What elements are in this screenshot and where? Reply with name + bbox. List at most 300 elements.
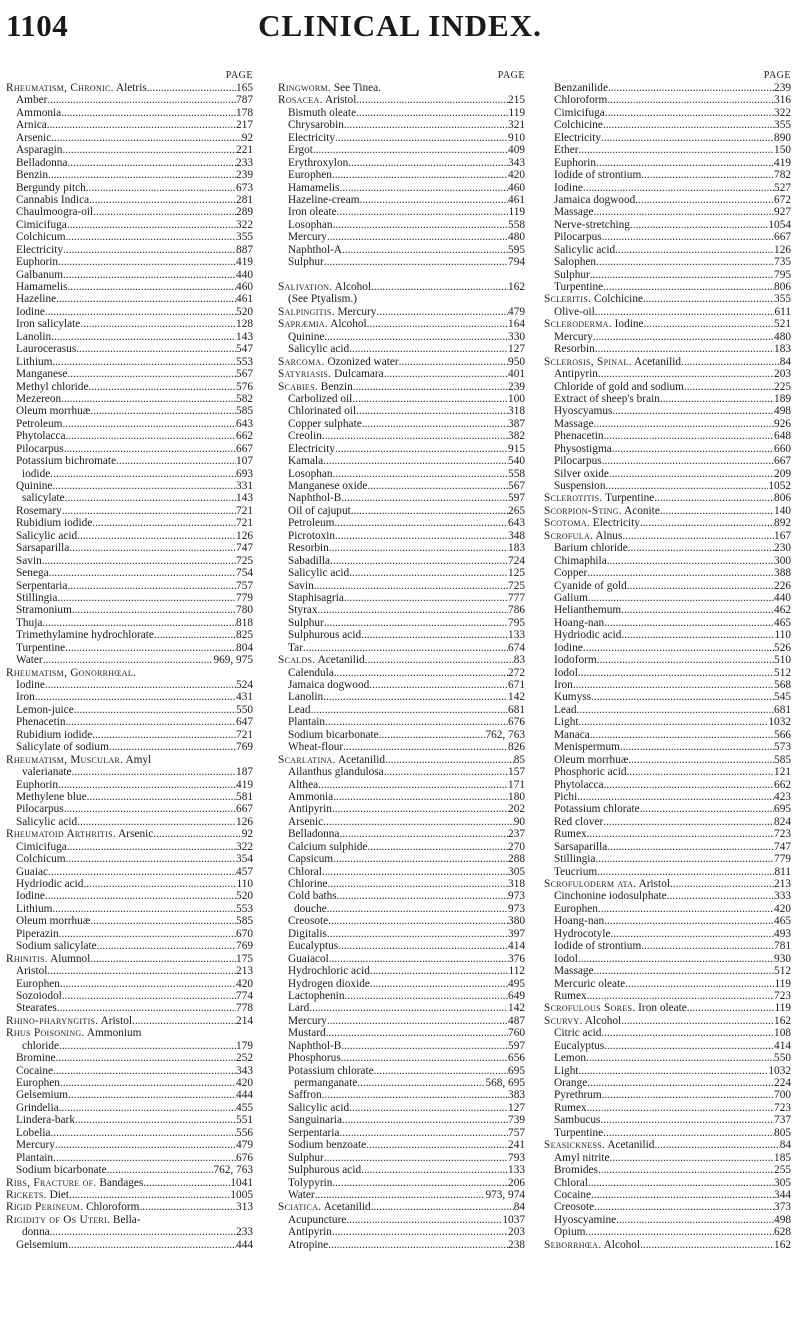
index-entry [544, 642, 791, 654]
index-entry [278, 455, 525, 467]
index-entry [278, 1152, 525, 1164]
dot-leader [57, 1002, 236, 1014]
entry-page-reference: 252 [236, 1052, 253, 1065]
index-entry [6, 903, 253, 915]
index-entry [544, 978, 791, 990]
entry-page-reference: 550 [236, 703, 253, 716]
entry-page-reference: 84 [513, 1201, 525, 1214]
index-entry [278, 766, 525, 778]
dot-leader [604, 779, 774, 791]
entry-page-reference: 455 [236, 1101, 253, 1114]
index-entry [544, 928, 791, 940]
entry-page-reference: 373 [774, 1201, 791, 1214]
dot-leader [75, 1114, 236, 1126]
index-heading-entry [6, 1189, 253, 1201]
index-entry [6, 542, 253, 554]
dot-leader [604, 430, 774, 442]
index-entry [6, 766, 253, 778]
index-entry [6, 194, 253, 206]
dot-leader [332, 803, 508, 815]
entry-label: Pilocarpus [554, 455, 602, 468]
dot-leader [83, 878, 236, 890]
dot-leader [51, 132, 242, 144]
entry-page-reference: 892 [774, 517, 791, 530]
entry-label: Potassium bichromate [16, 455, 117, 468]
entry-page-reference: 217 [236, 119, 253, 132]
dot-leader [585, 1226, 774, 1238]
entry-page-reference: 140 [774, 504, 791, 517]
entry-page-reference: 721 [236, 504, 253, 517]
dot-leader [62, 144, 236, 156]
dot-leader [667, 890, 774, 902]
entry-page-reference: 782 [774, 169, 791, 182]
dot-leader [605, 107, 774, 119]
entry-label: Iodide of strontium [554, 169, 642, 182]
index-entry [278, 194, 525, 206]
entry-page-reference: 165 [236, 82, 253, 94]
index-entry [6, 530, 253, 542]
index-entry [278, 691, 525, 703]
entry-page-reference: 127 [508, 343, 525, 356]
entry-label: Lithium [16, 902, 53, 915]
dot-leader [621, 629, 774, 641]
dot-leader [361, 629, 508, 641]
index-entry [6, 356, 253, 368]
index-entry [6, 928, 253, 940]
dot-leader [56, 293, 236, 305]
entry-page-reference: 777 [508, 591, 525, 604]
entry-page-reference: 167 [774, 529, 791, 542]
index-entry [544, 281, 791, 293]
entry-page-reference: 795 [508, 616, 525, 629]
entry-page-reference: 265 [508, 504, 525, 517]
dot-leader [596, 256, 774, 268]
index-entry [278, 256, 525, 268]
dot-leader [337, 206, 509, 218]
entry-page-reference: 540 [508, 455, 525, 468]
index-entry [6, 729, 253, 741]
entry-label: Hamamelis [288, 181, 340, 194]
entry-page-reference: 824 [774, 815, 791, 828]
entry-page-reference: 462 [774, 604, 791, 617]
entry-label: Eucalyptus [288, 940, 339, 953]
entry-label: Barium chloride [554, 542, 628, 555]
index-entry [6, 1089, 253, 1101]
dot-leader [349, 567, 508, 579]
dot-leader [86, 182, 236, 194]
entry-page-reference: 397 [508, 927, 525, 940]
entry-label: Phytolacca [16, 430, 66, 443]
entry-page-reference: 300 [774, 554, 791, 567]
entry-page-reference: 672 [774, 193, 791, 206]
entry-label: Iodine [554, 181, 583, 194]
entry-label: Orange [554, 1077, 588, 1089]
entry-page-reference: 225 [774, 380, 791, 393]
entry-page-reference: 322 [774, 106, 791, 119]
index-entry [544, 107, 791, 119]
entry-page-reference: 107 [236, 455, 253, 468]
entry-label: Antipyrin [554, 368, 598, 381]
entry-page-reference: 1032 [768, 716, 791, 729]
entry-label: Mercury [554, 330, 593, 343]
entry-page-reference: 423 [774, 790, 791, 803]
entry-page-reference: 322 [236, 218, 253, 231]
dot-leader [616, 1214, 774, 1226]
entry-label: Water [16, 654, 43, 667]
index-entry [278, 405, 525, 417]
dot-leader [53, 1152, 236, 1164]
index-heading-entry [6, 828, 253, 840]
dot-leader [626, 766, 774, 778]
entry-label: Gelsemium [16, 1238, 69, 1251]
index-entry [278, 231, 525, 243]
index-entry [278, 505, 525, 517]
entry-label: Sozoiodol [16, 989, 62, 1002]
index-entry [544, 219, 791, 231]
dot-leader [621, 1015, 774, 1027]
dot-leader [384, 368, 508, 380]
dot-leader [93, 206, 236, 218]
entry-page-reference: 203 [508, 1226, 525, 1239]
index-entry [6, 306, 253, 318]
entry-page-reference: 255 [774, 1164, 791, 1177]
entry-page-reference: 818 [236, 616, 253, 629]
entry-page-reference: 595 [508, 243, 525, 256]
index-entry [278, 293, 525, 305]
dot-leader [50, 468, 236, 480]
dot-leader [578, 667, 774, 679]
index-entry [6, 244, 253, 256]
dot-leader [349, 343, 508, 355]
dot-leader [356, 405, 508, 417]
index-entry [544, 368, 791, 380]
dot-leader [63, 244, 236, 256]
entry-page-reference: 461 [508, 193, 525, 206]
entry-page-reference: 757 [508, 1126, 525, 1139]
entry-page-reference: 915 [508, 442, 525, 455]
entry-label: Rosemary [16, 504, 62, 517]
entry-page-reference: 401 [508, 368, 525, 381]
dot-leader [356, 107, 508, 119]
index-heading-entry [544, 318, 791, 330]
entry-label: Sulphurous acid [288, 629, 362, 642]
entry-page-reference: 214 [236, 1014, 253, 1027]
index-entry [544, 629, 791, 641]
entry-label: Europhen [16, 977, 60, 990]
entry-page-reference: 553 [236, 355, 253, 368]
index-entry [6, 157, 253, 169]
entry-label: Chlorinated oil [288, 405, 357, 418]
entry-page-reference: 440 [236, 268, 253, 281]
entry-page-reference: 1032 [768, 1064, 791, 1077]
entry-label: Hoang-nan [554, 915, 605, 928]
entry-label: Hydrogen dioxide [288, 977, 370, 990]
dot-leader [598, 1164, 774, 1176]
index-entry [278, 928, 525, 940]
entry-label: Plantain [16, 1151, 54, 1164]
entry-page-reference: 355 [774, 119, 791, 132]
dot-leader [379, 729, 486, 741]
dot-leader [58, 256, 236, 268]
index-entry [6, 990, 253, 1002]
entry-label: Arsenic [16, 131, 52, 144]
entry-page-reference: 582 [236, 392, 253, 405]
index-entry [278, 617, 525, 629]
entry-label: Kamala [288, 455, 324, 468]
entry-page-reference: 175 [236, 952, 253, 965]
index-entry [278, 940, 525, 952]
entry-label: Chlorine [288, 878, 328, 890]
index-entry [544, 816, 791, 828]
dot-leader [324, 331, 508, 343]
dot-leader [49, 567, 236, 579]
dot-leader [670, 878, 774, 890]
entry-page-reference: 178 [236, 106, 253, 119]
dot-leader [315, 1189, 486, 1201]
dot-leader [595, 853, 774, 865]
index-heading-entry [278, 94, 525, 106]
entry-label: Chimaphila [554, 554, 607, 567]
dot-leader [58, 779, 236, 791]
dot-leader [90, 953, 236, 965]
index-entry [6, 1002, 253, 1014]
dot-leader [328, 915, 508, 927]
dot-leader [318, 779, 508, 791]
dot-leader [147, 82, 236, 94]
entry-page-reference: 1041 [230, 1176, 253, 1189]
index-entry [278, 144, 525, 156]
entry-label: Losophan [288, 218, 333, 231]
index-entry [544, 157, 791, 169]
dot-leader [625, 978, 774, 990]
entry-label: Rumex [554, 989, 587, 1002]
entry-page-reference: 344 [774, 1188, 791, 1201]
entry-label: Styrax [288, 604, 318, 617]
entry-label: Light [554, 716, 579, 729]
entry-page-reference: 643 [236, 417, 253, 430]
entry-label: Lead [554, 703, 577, 716]
index-entry [544, 1164, 791, 1176]
column-page-heading: PAGE [497, 70, 525, 81]
dot-leader [344, 592, 508, 604]
entry-label: Salicylic acid [16, 815, 78, 828]
entry-page-reference: 826 [508, 741, 525, 754]
entry-label: Sabadilla [288, 554, 331, 567]
index-entry [544, 256, 791, 268]
entry-page-reference: 567 [508, 480, 525, 492]
dot-leader [628, 542, 774, 554]
dot-leader [342, 244, 508, 256]
dot-leader [601, 1027, 774, 1039]
entry-page-reference: 288 [508, 853, 525, 866]
entry-label: Galbanum [16, 268, 64, 281]
dot-leader [586, 1052, 774, 1064]
entry-page-reference: 162 [774, 1014, 791, 1027]
entry-label: Lactophenin [288, 989, 345, 1002]
entry-page-reference: 316 [774, 94, 791, 107]
entry-label: Guaiac [16, 865, 48, 878]
dot-leader [603, 816, 774, 828]
entry-label: Rheumatoid Arthritis. Arsenic [6, 828, 154, 841]
entry-page-reference: 547 [236, 343, 253, 356]
entry-page-reference: 950 [508, 355, 525, 368]
entry-label: Bromine [16, 1052, 56, 1065]
dot-leader [107, 1164, 214, 1176]
entry-page-reference: 762, 763 [213, 1164, 253, 1177]
entry-page-reference: 376 [508, 952, 525, 965]
index-entry [278, 169, 525, 181]
dot-leader [56, 1052, 237, 1064]
entry-label: Electricity [554, 131, 602, 144]
index-entry [278, 1102, 525, 1114]
entry-page-reference: 568, 695 [485, 1077, 525, 1089]
entry-page-reference: 203 [774, 368, 791, 381]
entry-label: Sarsaparilla [554, 840, 608, 853]
entry-page-reference: 419 [236, 778, 253, 791]
index-entry [544, 691, 791, 703]
index-entry [278, 269, 525, 281]
entry-page-reference: 926 [774, 417, 791, 430]
entry-label: iodide [22, 467, 51, 480]
entry-label: Euphorin [554, 156, 597, 169]
entry-label: Sambucus [554, 1114, 601, 1127]
index-entry [278, 1040, 525, 1052]
index-entry [278, 903, 525, 915]
dot-leader [684, 381, 774, 393]
index-entry [278, 107, 525, 119]
entry-label: Sodium salicylate [16, 940, 97, 953]
entry-page-reference: 239 [508, 380, 525, 393]
dot-leader [591, 691, 774, 703]
index-entry [278, 542, 525, 554]
dot-leader [324, 1152, 508, 1164]
index-heading-entry [6, 82, 253, 94]
dot-leader [335, 132, 508, 144]
dot-leader [352, 393, 508, 405]
entry-page-reference: 647 [236, 716, 253, 729]
index-entry [6, 915, 253, 927]
index-entry [544, 604, 791, 616]
index-entry [544, 1226, 791, 1238]
dot-leader [591, 1189, 774, 1201]
entry-label: Losophan [288, 467, 333, 480]
entry-page-reference: 520 [236, 305, 253, 318]
entry-page-reference: 723 [774, 828, 791, 841]
index-entry [6, 679, 253, 691]
entry-label: Cimicifuga [16, 840, 67, 853]
dot-leader [597, 654, 774, 666]
entry-page-reference: 667 [236, 803, 253, 816]
entry-label: Lead [288, 703, 311, 716]
index-entry [6, 592, 253, 604]
entry-page-reference: 92 [241, 131, 253, 144]
entry-label: Cocaine [554, 1188, 592, 1201]
dot-leader [385, 754, 514, 766]
entry-page-reference: 119 [508, 106, 525, 119]
index-entry [6, 219, 253, 231]
entry-label: Ether [554, 144, 579, 157]
entry-label: Asparagin [16, 144, 63, 157]
entry-page-reference: 108 [774, 1027, 791, 1040]
dot-leader [357, 1077, 485, 1089]
index-entry [278, 393, 525, 405]
index-entry [278, 555, 525, 567]
entry-label: Iodine [16, 305, 45, 318]
entry-label: Mercury [16, 1139, 55, 1152]
dot-leader [60, 978, 236, 990]
index-entry [278, 1139, 525, 1151]
dot-leader [654, 1139, 779, 1151]
index-entry [544, 803, 791, 815]
dot-leader [621, 604, 774, 616]
dot-leader [332, 1177, 508, 1189]
entry-label: Rheumatism, Gonorrhœal. [6, 666, 137, 679]
entry-page-reference: 162 [508, 281, 525, 293]
entry-page-reference: 143 [236, 492, 253, 505]
dot-leader [371, 1201, 514, 1213]
entry-label: Rigidity of Os Uteri. Bella- [6, 1213, 141, 1226]
index-entry [544, 990, 791, 1002]
entry-label: Sanguinaria [288, 1114, 342, 1127]
entry-label: Ailanthus glandulosa [288, 766, 384, 779]
dot-leader [607, 841, 774, 853]
index-entry [6, 182, 253, 194]
entry-label: Scalds. Acetanilid [278, 654, 365, 667]
index-heading-entry [278, 754, 525, 766]
entry-label: Sodium bicarbonate [288, 728, 379, 741]
index-entry [544, 455, 791, 467]
index-entry [6, 368, 253, 380]
entry-label: Rhinitis. Alumnol [6, 952, 91, 965]
dot-leader [602, 231, 774, 243]
index-entry [6, 455, 253, 467]
entry-page-reference: 550 [774, 1052, 791, 1065]
entry-page-reference: 150 [774, 144, 791, 157]
entry-label: Europhen [16, 1077, 60, 1089]
index-entry [6, 567, 253, 579]
dot-leader [325, 716, 508, 728]
dot-leader [66, 853, 236, 865]
index-column-3 [544, 70, 791, 1251]
entry-label: Phenacetin [554, 430, 604, 443]
entry-page-reference: 143 [236, 330, 253, 343]
index-heading-entry [544, 293, 791, 305]
entry-page-reference: 270 [508, 840, 525, 853]
index-entry [278, 132, 525, 144]
entry-label: Salicylic acid [288, 1101, 350, 1114]
entry-page-reference: 725 [508, 579, 525, 592]
dot-leader [660, 393, 774, 405]
dot-leader [643, 293, 774, 305]
entry-label: Hydrochloric acid [288, 965, 370, 978]
dot-leader [59, 1040, 236, 1052]
page-title: CLINICAL INDEX. [258, 8, 542, 43]
entry-page-reference: 510 [774, 654, 791, 667]
index-entry [278, 729, 525, 741]
dot-leader [65, 642, 236, 654]
entry-label: Salicylic acid [288, 567, 350, 580]
dot-leader [47, 965, 236, 977]
entry-page-reference: 521 [774, 318, 791, 331]
entry-label: Physostigma [554, 442, 612, 455]
entry-label: Silver oxide [554, 467, 609, 480]
index-entry [544, 269, 791, 281]
index-entry [6, 890, 253, 902]
index-entry [544, 754, 791, 766]
entry-label: Pyrethrum [554, 1089, 602, 1102]
entry-page-reference: 806 [774, 281, 791, 293]
index-entry [6, 293, 253, 305]
